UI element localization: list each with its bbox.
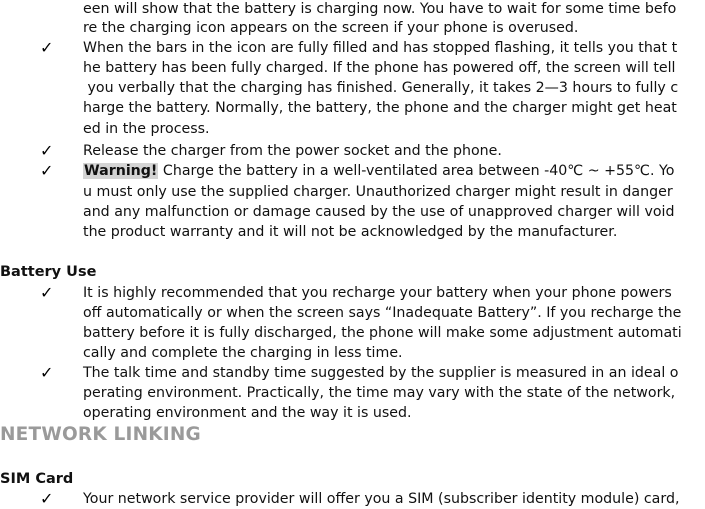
checkmark-icon: ✓ [40,161,54,180]
network-linking-heading: NETWORK LINKING [0,424,201,445]
text-line: re the charging icon appears on the screen if your phone is overused. [83,20,579,36]
text-line: u must only use the supplied charger. Unauthorized charger might result in danger [83,184,673,200]
text-line: the product warranty and it will not be acknowledged by the manufacturer. [83,224,618,240]
text-line: cally and complete the charging in less time. [83,345,403,361]
battery-use-heading: Battery Use [0,264,97,280]
checkmark-icon: ✓ [40,38,54,57]
text-line: ed in the process. [83,121,210,137]
text-line: perating environment. Practically, the time may vary with the state of the network, [83,385,676,401]
text-line: harge the battery. Normally, the battery, the phone and the charger might get heat [83,100,677,116]
text-line: he battery has been fully charged. If the phone has powered off, the screen will tell [83,60,676,76]
text-line: It is highly recommended that you recharge your battery when your phone powers [83,285,672,301]
text-line: operating environment and the way it is used. [83,405,412,421]
warning-text: Charge the battery in a well-ventilated area between -40℃ ~ +55℃. Yo [158,163,675,179]
warning-label: Warning! [84,163,158,179]
text-line: and any malfunction or damage caused by the use of unapproved charger will void [83,204,675,220]
text-line: Release the charger from the power socket and the phone. [83,143,502,159]
text-line: Your network service provider will offer you a SIM (subscriber identity module) card, [83,491,680,507]
text-line: you verbally that the charging has finished. Generally, it takes 2—3 hours to fully c [83,80,679,96]
text-line: off automatically or when the screen says “Inadequate Battery”. If you recharge the [83,305,682,321]
checkmark-icon: ✓ [40,489,54,508]
checkmark-icon: ✓ [40,283,54,302]
text-line: een will show that the battery is charging now. You have to wait for some time befo [83,1,677,17]
warning-line [83,161,674,181]
text-line: battery before it is fully discharged, the phone will make some adjustment automati [83,325,682,341]
sim-card-heading: SIM Card [0,471,74,487]
checkmark-icon: ✓ [40,363,54,382]
checkmark-icon: ✓ [40,141,54,160]
text-line: When the bars in the icon are fully filled and has stopped flashing, it tells you that t [83,40,678,56]
text-line: The talk time and standby time suggested by the supplier is measured in an ideal o [83,365,679,381]
